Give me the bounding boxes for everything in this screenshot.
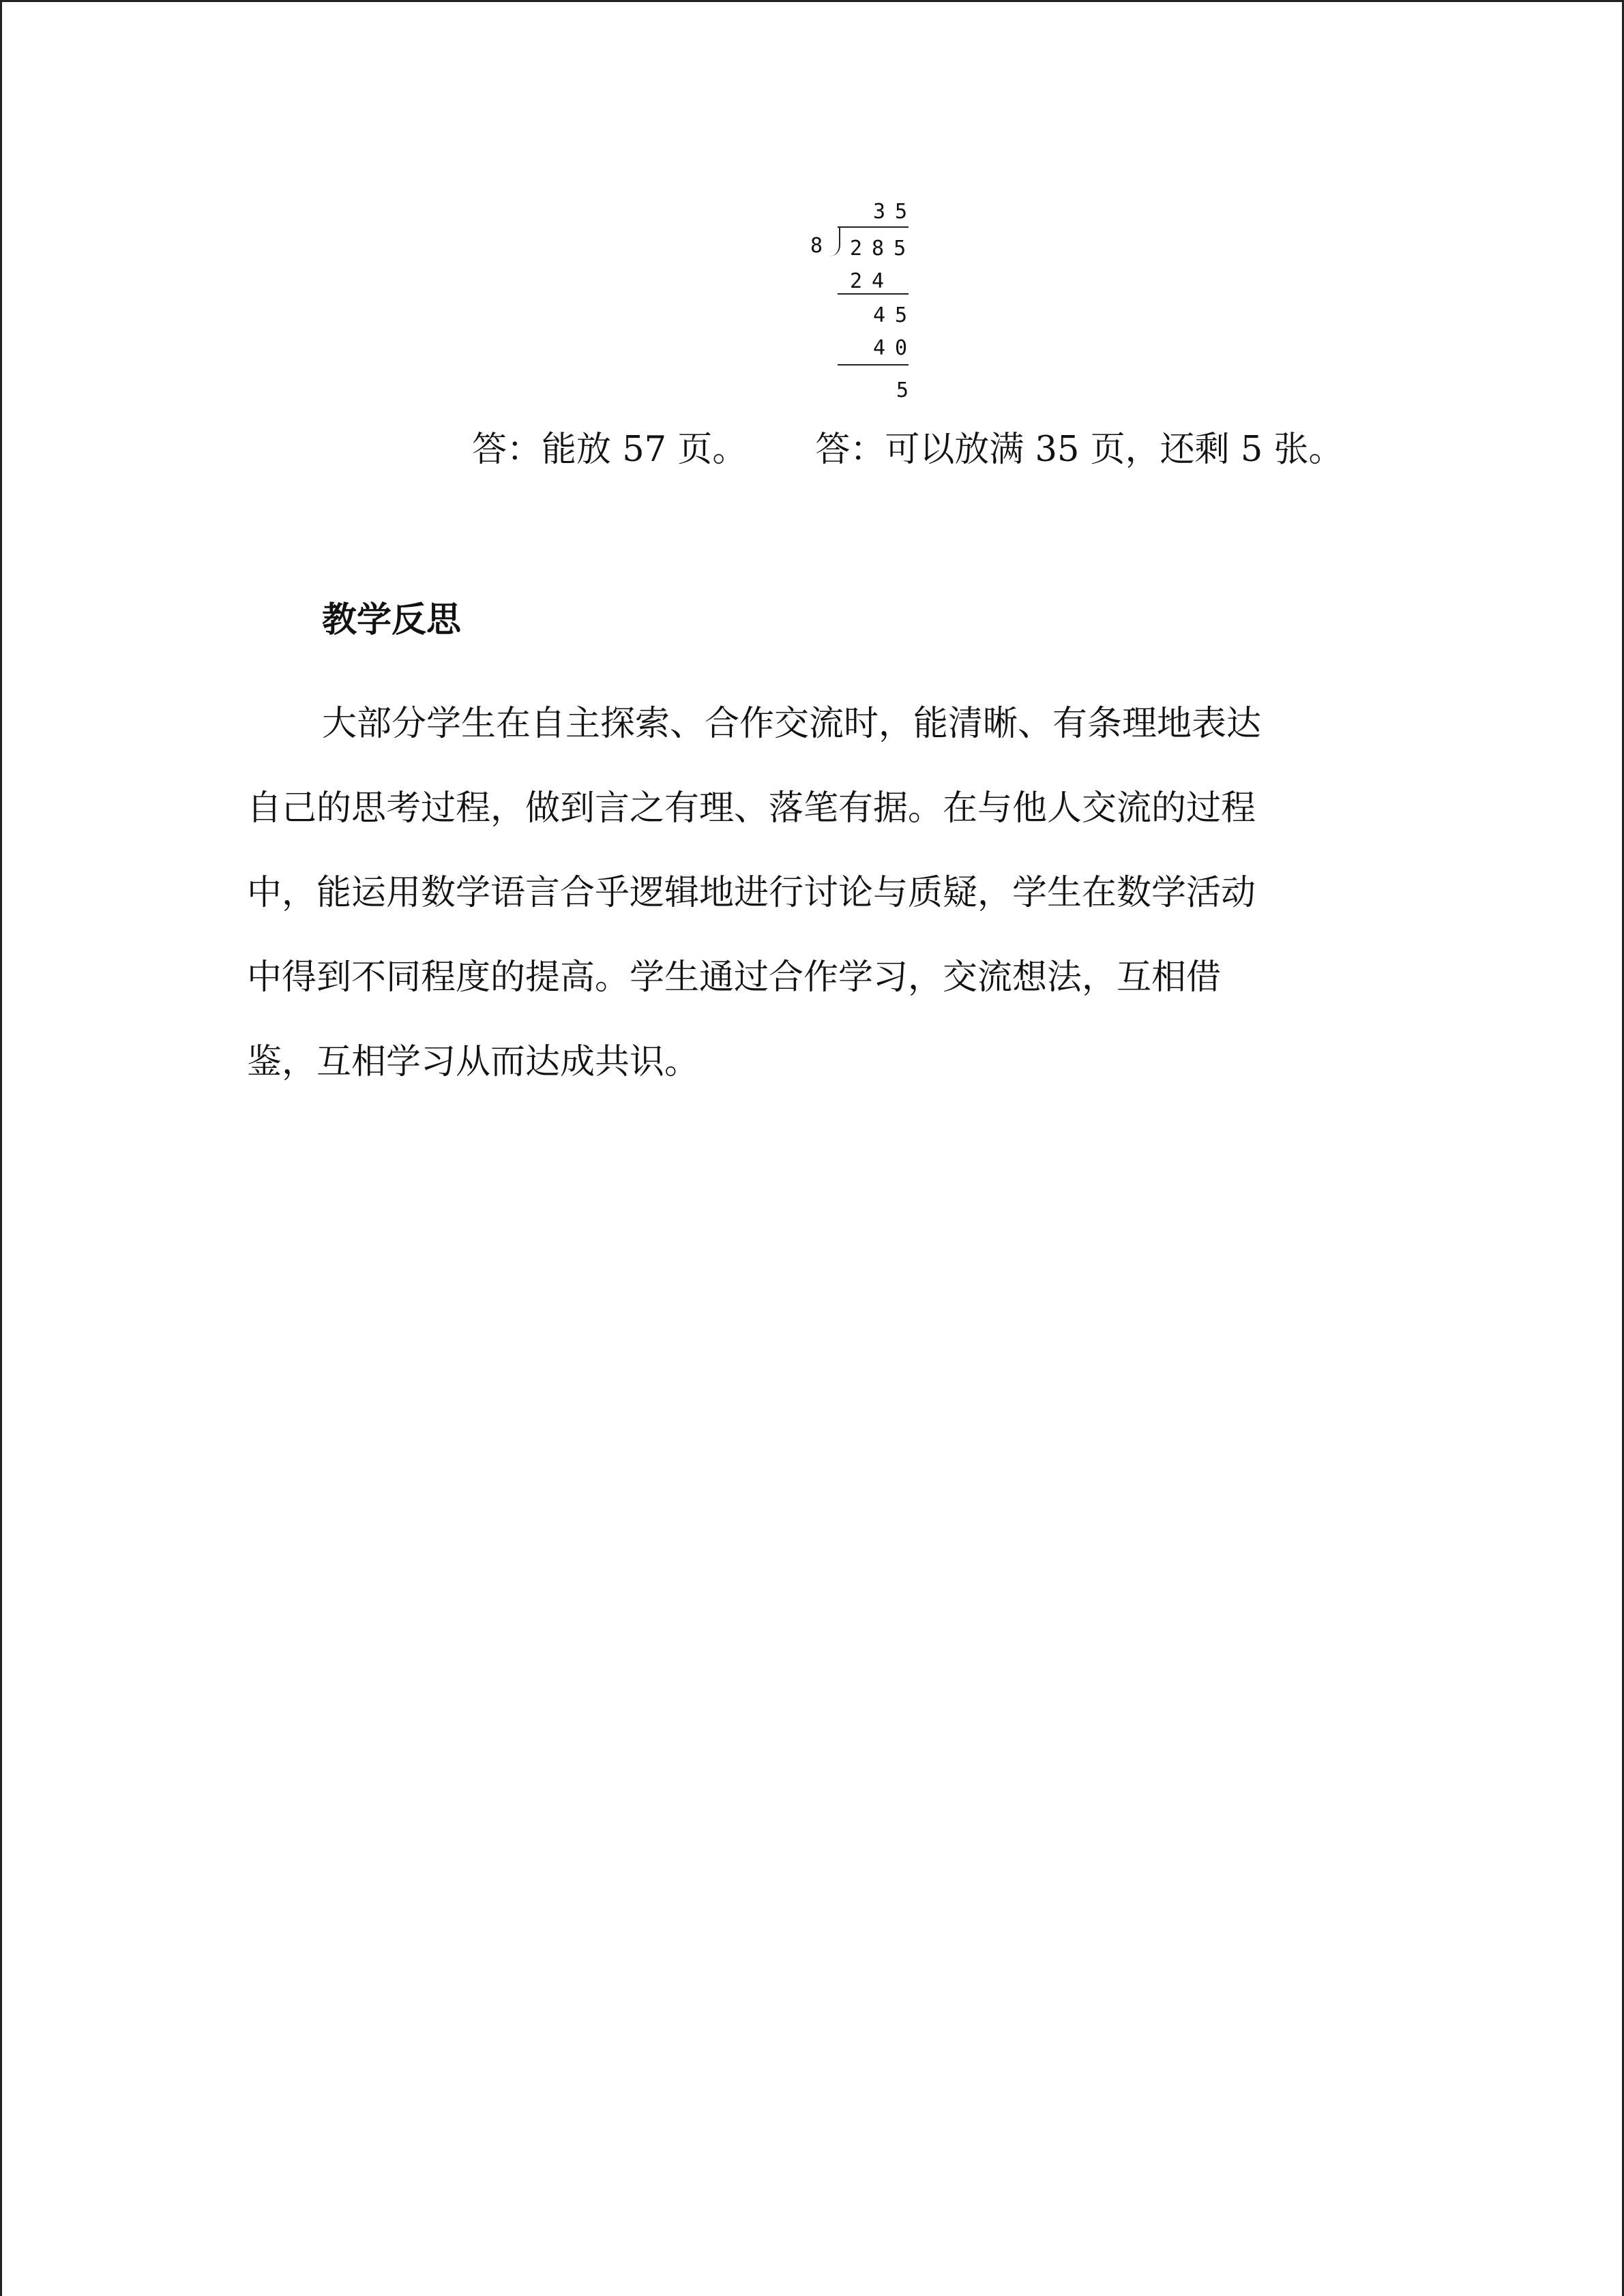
paragraph-line: 中，能运用数学语言合乎逻辑地进行讨论与质疑，学生在数学活动 [247,873,1256,913]
paragraph-line: 中得到不同程度的提高。学生通过合作学习，交流想法，互相借 [247,957,1222,998]
division-step2-product: 40 [873,336,917,360]
answer-1: 答：能放 57 页。 [472,430,748,470]
section-heading: 教学反思 [322,600,462,640]
division-bar-1 [838,293,909,295]
division-bar-2 [838,364,909,366]
division-step1-product: 24 [850,269,894,293]
answers-line [472,426,1344,474]
division-remainder: 5 [896,378,919,402]
division-quotient: 35 [873,200,917,224]
paragraph-line: 大部分学生在自主探索、合作交流时，能清晰、有条理地表达 [322,704,1262,744]
division-dividend: 285 [850,237,916,260]
division-step1-remainder: 45 [873,303,917,327]
long-division [805,192,928,411]
paragraph-line: 自己的思考过程，做到言之有理、落笔有据。在与他人交流的过程 [247,788,1256,829]
paragraph-line: 鉴，互相学习从而达成共识。 [247,1042,700,1082]
answer-2: 答：可以放满 35 页，还剩 5 张。 [815,430,1344,470]
division-top-bar [838,226,909,228]
division-divisor: 8 [810,234,833,258]
reflection-paragraph [247,682,1352,1105]
